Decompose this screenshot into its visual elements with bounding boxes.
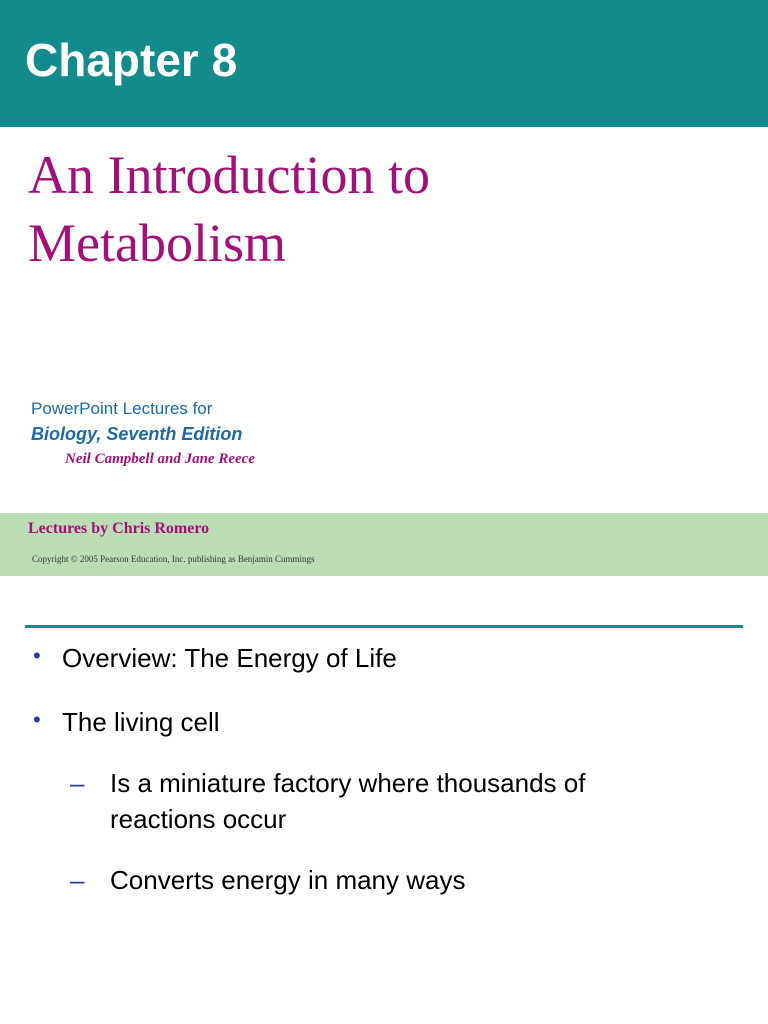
- lecturer-credit: Lectures by Chris Romero: [28, 520, 210, 537]
- bullet-text: The living cell: [62, 707, 220, 737]
- copyright-notice: Copyright © 2005 Pearson Education, Inc. publishing as Benjamin Cummings: [32, 554, 315, 564]
- powerpoint-lectures-label: PowerPoint Lectures for: [31, 399, 213, 418]
- bullet-text: Overview: The Energy of Life: [62, 643, 397, 673]
- sub-bullet-item: [70, 765, 690, 837]
- slide-title-line-2: Metabolism: [28, 213, 286, 273]
- dash-marker: –: [70, 768, 85, 798]
- book-title: Biology, Seventh Edition: [31, 424, 243, 444]
- sub-bullet-item: [70, 862, 690, 898]
- chapter-label: Chapter 8: [25, 34, 238, 86]
- bullet-marker: •: [33, 643, 41, 668]
- slide-title-line-1: An Introduction to: [28, 145, 430, 205]
- sub-bullet-text: Is a miniature factory where thousands of reactions occur: [110, 768, 586, 834]
- book-authors: Neil Campbell and Jane Reece: [65, 451, 255, 467]
- sub-bullet-text: Converts energy in many ways: [110, 865, 466, 895]
- dash-marker: –: [70, 865, 85, 895]
- bullet-marker: •: [33, 707, 41, 732]
